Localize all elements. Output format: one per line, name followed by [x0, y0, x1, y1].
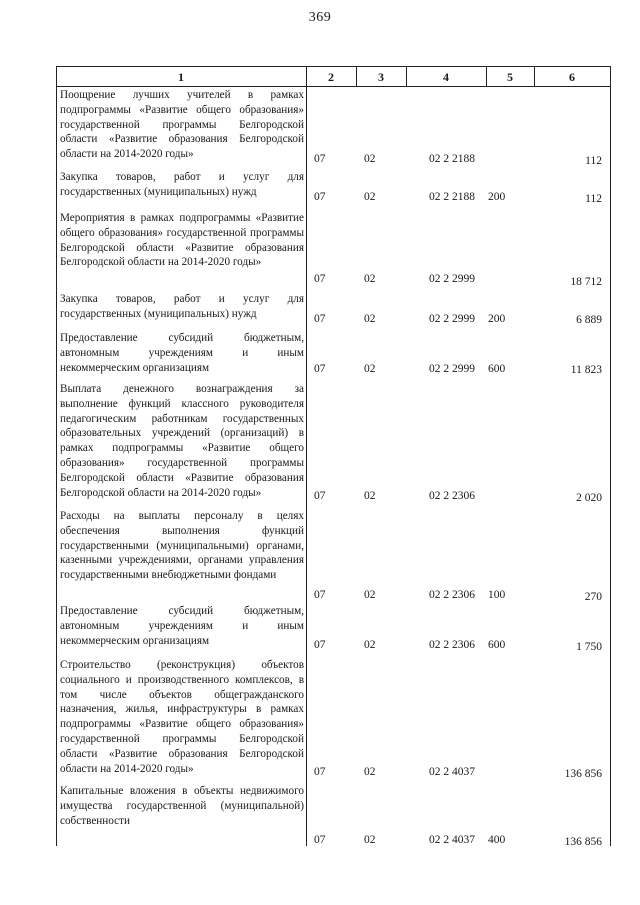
row-chapter: 07	[314, 363, 326, 375]
row-target-article: 02 2 4037	[429, 834, 475, 846]
row-amount: 6 889	[576, 314, 602, 326]
row-target-article: 02 2 2306	[429, 589, 475, 601]
row-chapter: 07	[314, 589, 326, 601]
row-chapter: 07	[314, 273, 326, 285]
row-chapter: 07	[314, 834, 326, 846]
row-subsection: 02	[364, 191, 376, 203]
row-target-article: 02 2 2999	[429, 313, 475, 325]
row-description: Мероприятия в рамках подпрограммы «Развитие общего образования» государственной программы Белгородской области «Развитие образования Белгородской области на 2014-2020 годы»	[60, 212, 304, 269]
header-col-6: 6	[569, 70, 575, 84]
row-target-article: 02 2 2306	[429, 490, 475, 502]
row-description: Предоставление субсидий бюджетным, автономным учреждениям и иным некоммерческим организациям	[60, 332, 304, 374]
row-target-article: 02 2 2306	[429, 639, 475, 651]
row-description: Строительство (реконструкция) объектов социального и производственного комплексов, в том числе объектов общегражданского назначения, жилья, инфраструктуры в рамках подпрограммы «Развитие общего образования» государственной программы Белгородской области «Развитие образования Белгородской области на 2014-2020 годы»	[60, 659, 304, 775]
row-amount: 112	[585, 193, 602, 205]
row-description: Закупка товаров, работ и услуг для государственных (муниципальных) нужд	[60, 171, 304, 198]
row-subsection: 02	[364, 490, 376, 502]
row-chapter: 07	[314, 766, 326, 778]
row-target-article: 02 2 2188	[429, 191, 475, 203]
row-subsection: 02	[364, 766, 376, 778]
table-header	[56, 66, 610, 87]
table-row	[56, 331, 610, 379]
row-amount: 1 750	[576, 641, 602, 653]
row-expense-type: 100	[488, 589, 506, 601]
header-col-5: 5	[507, 70, 513, 84]
page-number: 369	[308, 10, 332, 25]
row-chapter: 07	[314, 490, 326, 502]
table-row	[56, 86, 610, 168]
row-amount: 136 856	[564, 768, 602, 780]
row-expense-type: 600	[488, 639, 506, 651]
row-description: Предоставление субсидий бюджетным, автономным учреждениям и иным некоммерческим организациям	[60, 605, 304, 647]
row-description: Расходы на выплаты персоналу в целях обеспечения выполнения функций государственными (муниципальными) органами, казенными учреждениями, органами управления государственными внебюджетными фондами	[60, 510, 304, 582]
row-chapter: 07	[314, 639, 326, 651]
row-amount: 136 856	[564, 836, 602, 848]
row-chapter: 07	[314, 191, 326, 203]
row-expense-type: 200	[488, 313, 506, 325]
row-amount: 11 823	[570, 364, 602, 376]
row-chapter: 07	[314, 153, 326, 165]
header-col-2: 2	[328, 70, 334, 84]
row-subsection: 02	[364, 834, 376, 846]
row-subsection: 02	[364, 313, 376, 325]
row-expense-type: 200	[488, 191, 506, 203]
row-description: Выплата денежного вознаграждения за выполнение функций классного руководителя педагогическим работникам государственных образовательных учреждений (организаций) в рамках подпрограммы «Развитие общего образования» государственной программы Белгородской области «Развитие образования Белгородской области на 2014-2020 годы»	[60, 383, 304, 499]
row-subsection: 02	[364, 153, 376, 165]
row-description: Поощрение лучших учителей в рамках подпрограммы «Развитие общего образования» государственной программы Белгородской области «Развитие образования Белгородской области на 2014-2020 годы»	[60, 89, 304, 161]
row-subsection: 02	[364, 363, 376, 375]
table-row	[56, 170, 610, 206]
table-row	[56, 658, 610, 782]
row-target-article: 02 2 2999	[429, 273, 475, 285]
table-row	[56, 292, 610, 328]
header-col-4: 4	[443, 70, 449, 84]
row-subsection: 02	[364, 639, 376, 651]
row-amount: 270	[584, 591, 602, 603]
row-subsection: 02	[364, 589, 376, 601]
table-row	[56, 211, 610, 291]
header-col-3: 3	[378, 70, 384, 84]
table-row	[56, 509, 610, 605]
table-row	[56, 784, 610, 848]
row-target-article: 02 2 2999	[429, 363, 475, 375]
table-border-right	[610, 66, 611, 846]
budget-table	[56, 66, 610, 846]
row-target-article: 02 2 2188	[429, 153, 475, 165]
row-amount: 2 020	[576, 492, 602, 504]
table-row	[56, 604, 610, 654]
row-target-article: 02 2 4037	[429, 766, 475, 778]
row-description: Капитальные вложения в объекты недвижимого имущества государственной (муниципальной) собственности	[60, 785, 304, 827]
table-row	[56, 382, 610, 506]
row-amount: 18 712	[570, 276, 602, 288]
row-expense-type: 400	[488, 834, 506, 846]
row-amount: 112	[585, 155, 602, 167]
row-expense-type: 600	[488, 363, 506, 375]
row-description: Закупка товаров, работ и услуг для государственных (муниципальных) нужд	[60, 293, 304, 320]
row-chapter: 07	[314, 313, 326, 325]
header-col-1: 1	[178, 70, 184, 84]
row-subsection: 02	[364, 273, 376, 285]
